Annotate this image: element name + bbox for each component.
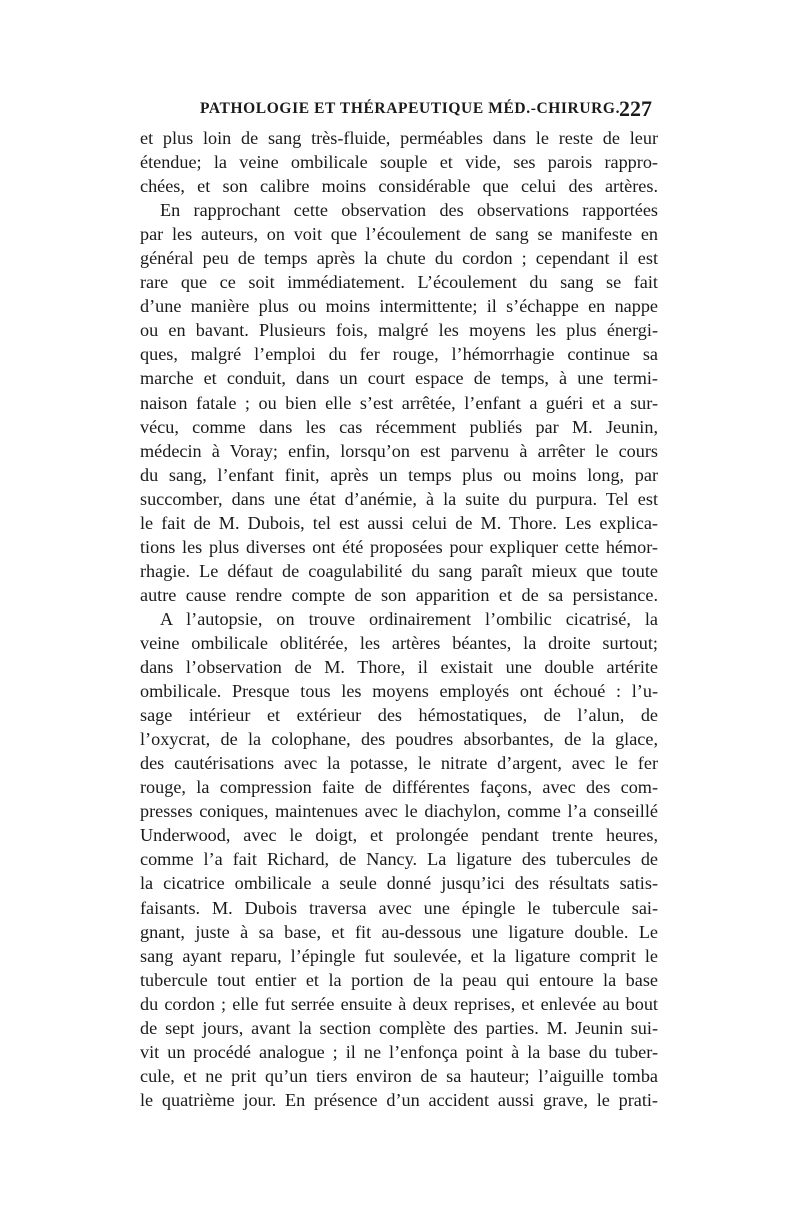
text-line: tions les plus diverses ont été proposées pour expliquer cette hémor- <box>140 536 658 557</box>
text-line: sang ayant reparu, l’épingle fut soulevée, et la ligature comprit le <box>140 945 658 966</box>
running-title: PATHOLOGIE ET THÉRAPEUTIQUE MÉD.-CHIRURG. <box>200 100 621 117</box>
text-line: rouge, la compression faite de différentes façons, avec des com- <box>140 777 658 798</box>
text-line: ques, malgré l’emploi du fer rouge, l’hémorrhagie continue sa <box>140 344 658 365</box>
text-line: du cordon ; elle fut serrée ensuite à deux reprises, et enlevée au bout <box>140 993 658 1014</box>
text-line: d’une manière plus ou moins intermittente; il s’échappe en nappe <box>140 296 658 317</box>
text-line: tubercule tout entier et la portion de la peau qui entoure la base <box>140 969 658 990</box>
text-line: vit un procédé analogue ; il ne l’enfonça point à la base du tuber- <box>140 1041 658 1062</box>
text-line: vécu, comme dans les cas récemment publiés par M. Jeunin, <box>140 416 658 437</box>
text-line: le fait de M. Dubois, tel est aussi celui de M. Thore. Les explica- <box>140 512 658 533</box>
text-line: dans l’observation de M. Thore, il existait une double artérite <box>140 657 658 678</box>
text-line: des cautérisations avec la potasse, le nitrate d’argent, avec le fer <box>140 753 658 774</box>
text-line: par les auteurs, on voit que l’écoulement de sang se manifeste en <box>140 224 658 245</box>
text-line: général peu de temps après la chute du cordon ; cependant il est <box>140 248 658 269</box>
body-text <box>140 126 658 1112</box>
page-number: 227 <box>619 96 652 121</box>
text-line: de sept jours, avant la section complète des parties. M. Jeunin sui- <box>140 1017 658 1038</box>
text-line: Underwood, avec le doigt, et prolongée pendant trente heures, <box>140 825 658 846</box>
text-line: du sang, l’enfant finit, après un temps plus ou moins long, par <box>140 464 658 485</box>
text-line: faisants. M. Dubois traversa avec une épingle le tubercule sai- <box>140 897 658 918</box>
text-line: et plus loin de sang très-fluide, perméables dans le reste de leur <box>140 128 658 148</box>
text-line: rare que ce soit immédiatement. L’écoulement du sang se fait <box>140 272 658 293</box>
text-line: la cicatrice ombilicale a seule donné jusqu’ici des résultats satis- <box>140 873 658 894</box>
text-line: ombilicale. Presque tous les moyens employés ont échoué : l’u- <box>140 681 658 702</box>
text-line: presses coniques, maintenues avec le diachylon, comme l’a conseillé <box>140 801 658 822</box>
text-line: ou en bavant. Plusieurs fois, malgré les moyens les plus énergi- <box>140 320 658 341</box>
text-line: cule, et ne prit qu’un tiers environ de sa hauteur; l’aiguille tomba <box>140 1065 658 1086</box>
text-line: étendue; la veine ombilicale souple et vide, ses parois rappro- <box>140 152 658 173</box>
text-line: sage intérieur et extérieur des hémostatiques, de l’alun, de <box>140 705 658 726</box>
text-line: l’oxycrat, de la colophane, des poudres absorbantes, de la glace, <box>140 729 658 750</box>
text-line: rhagie. Le défaut de coagulabilité du sang paraît mieux que toute <box>140 560 658 581</box>
running-head <box>200 96 652 126</box>
text-line: gnant, juste à sa base, et fit au-dessous une ligature double. Le <box>140 921 658 942</box>
text-line: succomber, dans une état d’anémie, à la suite du purpura. Tel est <box>140 488 658 509</box>
text-line: autre cause rendre compte de son apparition et de sa persistance. <box>140 584 658 605</box>
text-line: veine ombilicale oblitérée, les artères béantes, la droite surtout; <box>140 632 658 653</box>
text-line: marche et conduit, dans un court espace de temps, à une termi- <box>140 368 658 389</box>
text-line: chées, et son calibre moins considérable que celui des artères. <box>140 176 658 197</box>
text-line: A l’autopsie, on trouve ordinairement l’ombilic cicatrisé, la <box>160 608 658 629</box>
text-line: naison fatale ; ou bien elle s’est arrêtée, l’enfant a guéri et a sur- <box>140 392 658 413</box>
text-line: médecin à Voray; enfin, lorsqu’on est parvenu à arrêter le cours <box>140 440 658 461</box>
text-line: En rapprochant cette observation des observations rapportées <box>160 200 658 221</box>
text-line: le quatrième jour. En présence d’un accident aussi grave, le prati- <box>140 1089 658 1110</box>
text-line: comme l’a fait Richard, de Nancy. La ligature des tubercules de <box>140 849 658 870</box>
